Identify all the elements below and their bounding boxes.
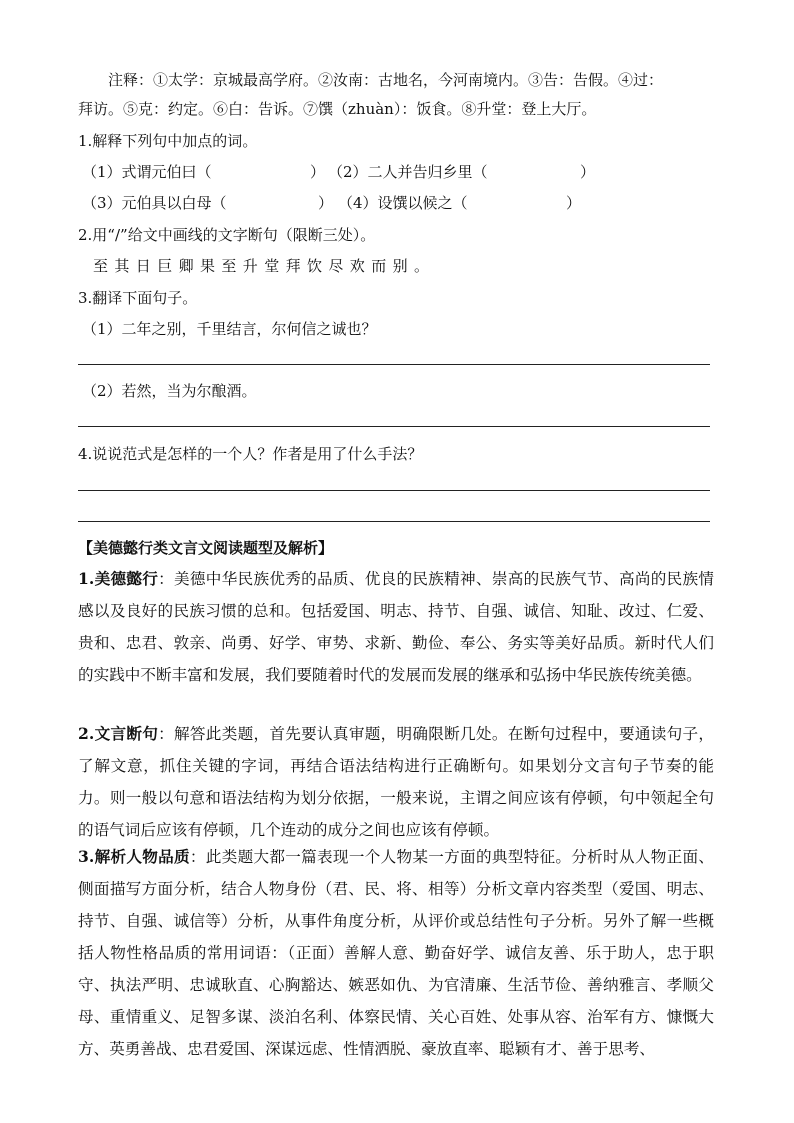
analysis-paragraph-2 [78, 718, 714, 846]
question-2-title: 2.用“/”给文中画线的文字断句（限断三处）。 [78, 226, 376, 244]
q3-answer-line-1[interactable] [78, 364, 710, 365]
q1-item-1-label: （1）式谓元伯曰（ [82, 163, 212, 181]
question-4-title: 4.说说范式是怎样的一个人？作者是用了什么手法？ [78, 445, 423, 463]
q4-answer-line-1[interactable] [78, 490, 710, 491]
analysis-heading: 【美德懿行类文言文阅读题型及解析】 [78, 539, 334, 557]
analysis-p3-label: 3.解析人物品质 [78, 847, 190, 866]
analysis-p2-label: 2.文言断句 [78, 724, 159, 743]
analysis-paragraph-1 [78, 563, 714, 691]
q1-item-1-close: ） [310, 163, 326, 181]
q1-item-4-label: （4）设馔以候之（ [338, 194, 468, 212]
notes-line-1: 注释：①太学：京城最高学府。②汝南：古地名，今河南境内。③告：告假。④过： [108, 71, 664, 89]
q1-item-3-close: ） [318, 194, 334, 212]
analysis-p1-label: 1.美德懿行 [78, 569, 159, 588]
q4-answer-line-2[interactable] [78, 521, 710, 522]
question-3-title: 3.翻译下面句子。 [78, 289, 198, 307]
question-1-title: 1.解释下列句中加点的词。 [78, 132, 258, 150]
q1-item-3-label: （3）元伯具以白母（ [82, 194, 227, 212]
q1-item-2-close: ） [580, 163, 596, 181]
analysis-paragraph-3 [78, 841, 714, 1065]
analysis-p3-text: ：此类题大都一篇表现一个人物某一方面的典型特征。分析时从人物正面、侧面描写方面分析，结合人物身份（君、民、将、相等）分析文章内容类型（爱国、明志、持节、自强、诚信等）分析，从事件角度分析，从评价或总结性句子分析。另外了解一些概括人物性格品质的常用词语：（正面）善解人意、勤奋好学、诚信友善、乐于助人，忠于职守、执法严明、忠诚耿直、心胸豁达、嫉恶如仇、为官清廉、生活节俭、善纳雅言、孝顺父母、重情重义、足智多谋、淡泊名利、体察民情、关心百姓、处事从容、治军有方、慷慨大方、英勇善战、忠君爱国、深谋远虑、性情洒脱、豪放直率、聪颖有才、善于思考、 [78, 848, 714, 1058]
analysis-p2-text: ：解答此类题，首先要认真审题，明确限断几处。在断句过程中，要通读句子，了解文意，抓住关键的字词，再结合语法结构进行正确断句。如果划分文言句子节奏的能力。则一般以句意和语法结构为划分依据，一般来说，主谓之间应该有停顿，句中领起全句的语气词后应该有停顿，几个连动的成分之间也应该有停顿。 [78, 725, 714, 839]
q2-sentence: 至其日巨卿果至升堂拜饮尽欢而别。 [93, 257, 436, 275]
analysis-p1-text: ：美德中华民族优秀的品质、优良的民族精神、崇高的民族气节、高尚的民族情感以及良好的民族习惯的总和。包括爱国、明志、持节、自强、诚信、知耻、改过、仁爱、贵和、忠君、敦亲、尚勇、好学、审势、求新、勤俭、奉公、务实等美好品质。新时代人们的实践中不断丰富和发展，我们要随着时代的发展而发展的继承和弘扬中华民族传统美德。 [78, 570, 714, 684]
q3-item-2: （2）若然，当为尔酿酒。 [82, 382, 257, 400]
q1-item-2-label: （2）二人并告归乡里（ [328, 163, 488, 181]
q1-item-4-close: ） [566, 194, 582, 212]
q3-answer-line-2[interactable] [78, 426, 710, 427]
notes-line-2: 拜访。⑤克：约定。⑥白：告诉。⑦馔（zhuàn）：饭食。⑧升堂：登上大厅。 [78, 100, 597, 118]
q3-item-1: （1）二年之别，千里结言，尔何信之诚也？ [82, 320, 377, 338]
